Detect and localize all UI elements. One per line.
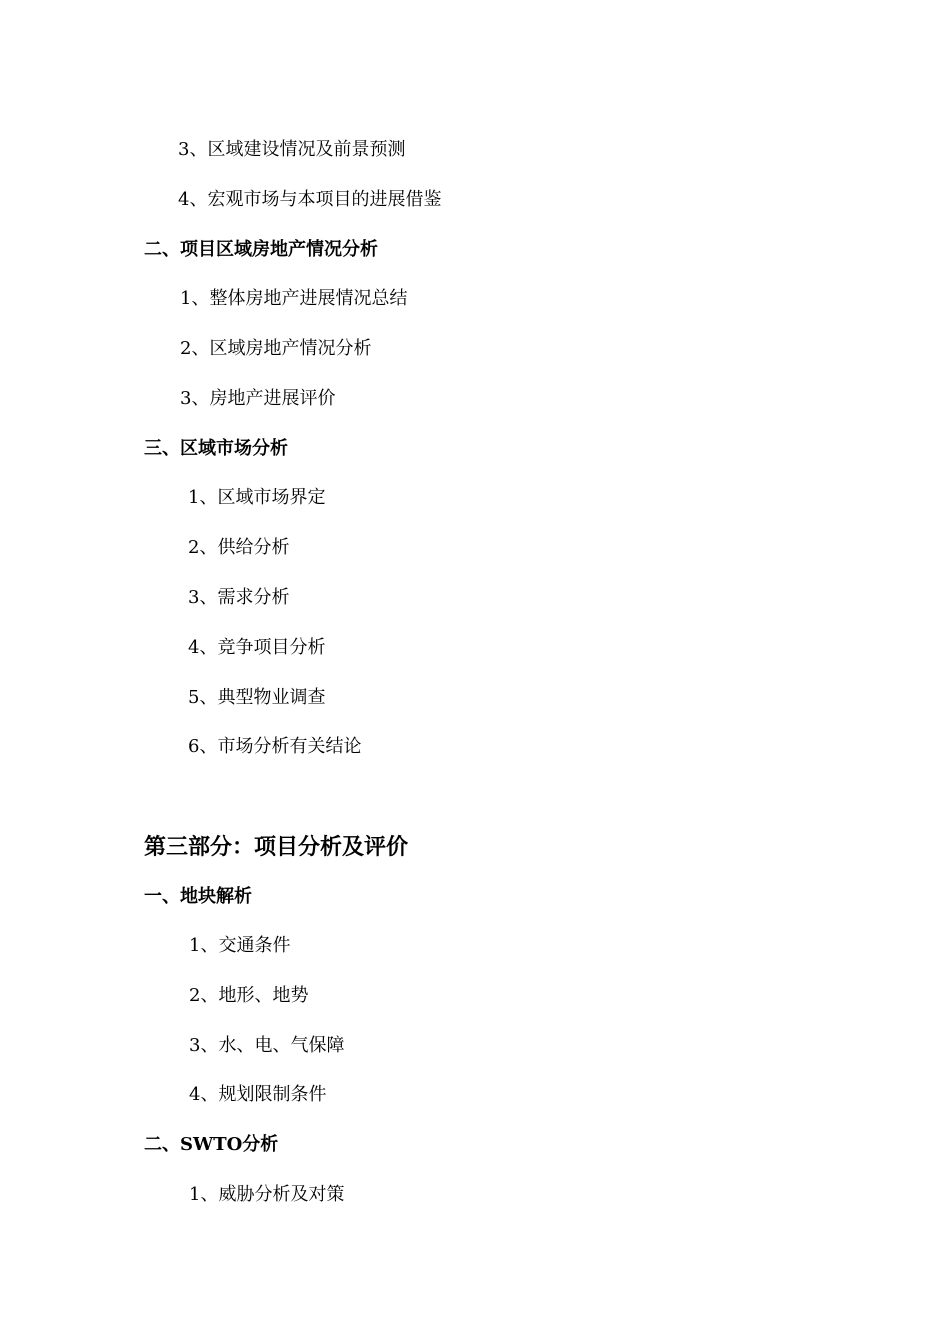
toc-item: 1、整体房地产进展情况总结: [180, 288, 408, 309]
toc-item: 2、地形、地势: [189, 985, 309, 1006]
part-heading: 第三部分：项目分析及评价: [144, 834, 409, 860]
toc-item: 4、竞争项目分析: [188, 637, 326, 658]
toc-item: 3、需求分析: [188, 587, 290, 608]
toc-item: 2、区域房地产情况分析: [180, 338, 372, 359]
toc-item: 4、规划限制条件: [189, 1084, 327, 1105]
toc-item: 2、供给分析: [188, 537, 290, 558]
toc-item: 1、区域市场界定: [188, 487, 326, 508]
toc-item: 6、市场分析有关结论: [188, 736, 362, 757]
toc-item: 3、区域建设情况及前景预测: [178, 139, 406, 160]
toc-item: 4、宏观市场与本项目的进展借鉴: [178, 189, 442, 210]
toc-item: 3、水、电、气保障: [189, 1035, 345, 1056]
toc-item: 1、威胁分析及对策: [189, 1184, 345, 1205]
section-heading: 二、SWTO分析: [144, 1134, 279, 1155]
toc-item: 5、典型物业调查: [188, 687, 326, 708]
section-heading: 二、项目区域房地产情况分析: [144, 239, 378, 260]
toc-item: 3、房地产进展评价: [180, 388, 336, 409]
section-heading: 一、地块解析: [144, 886, 252, 907]
toc-item: 1、交通条件: [189, 935, 291, 956]
section-heading: 三、区域市场分析: [144, 438, 288, 459]
